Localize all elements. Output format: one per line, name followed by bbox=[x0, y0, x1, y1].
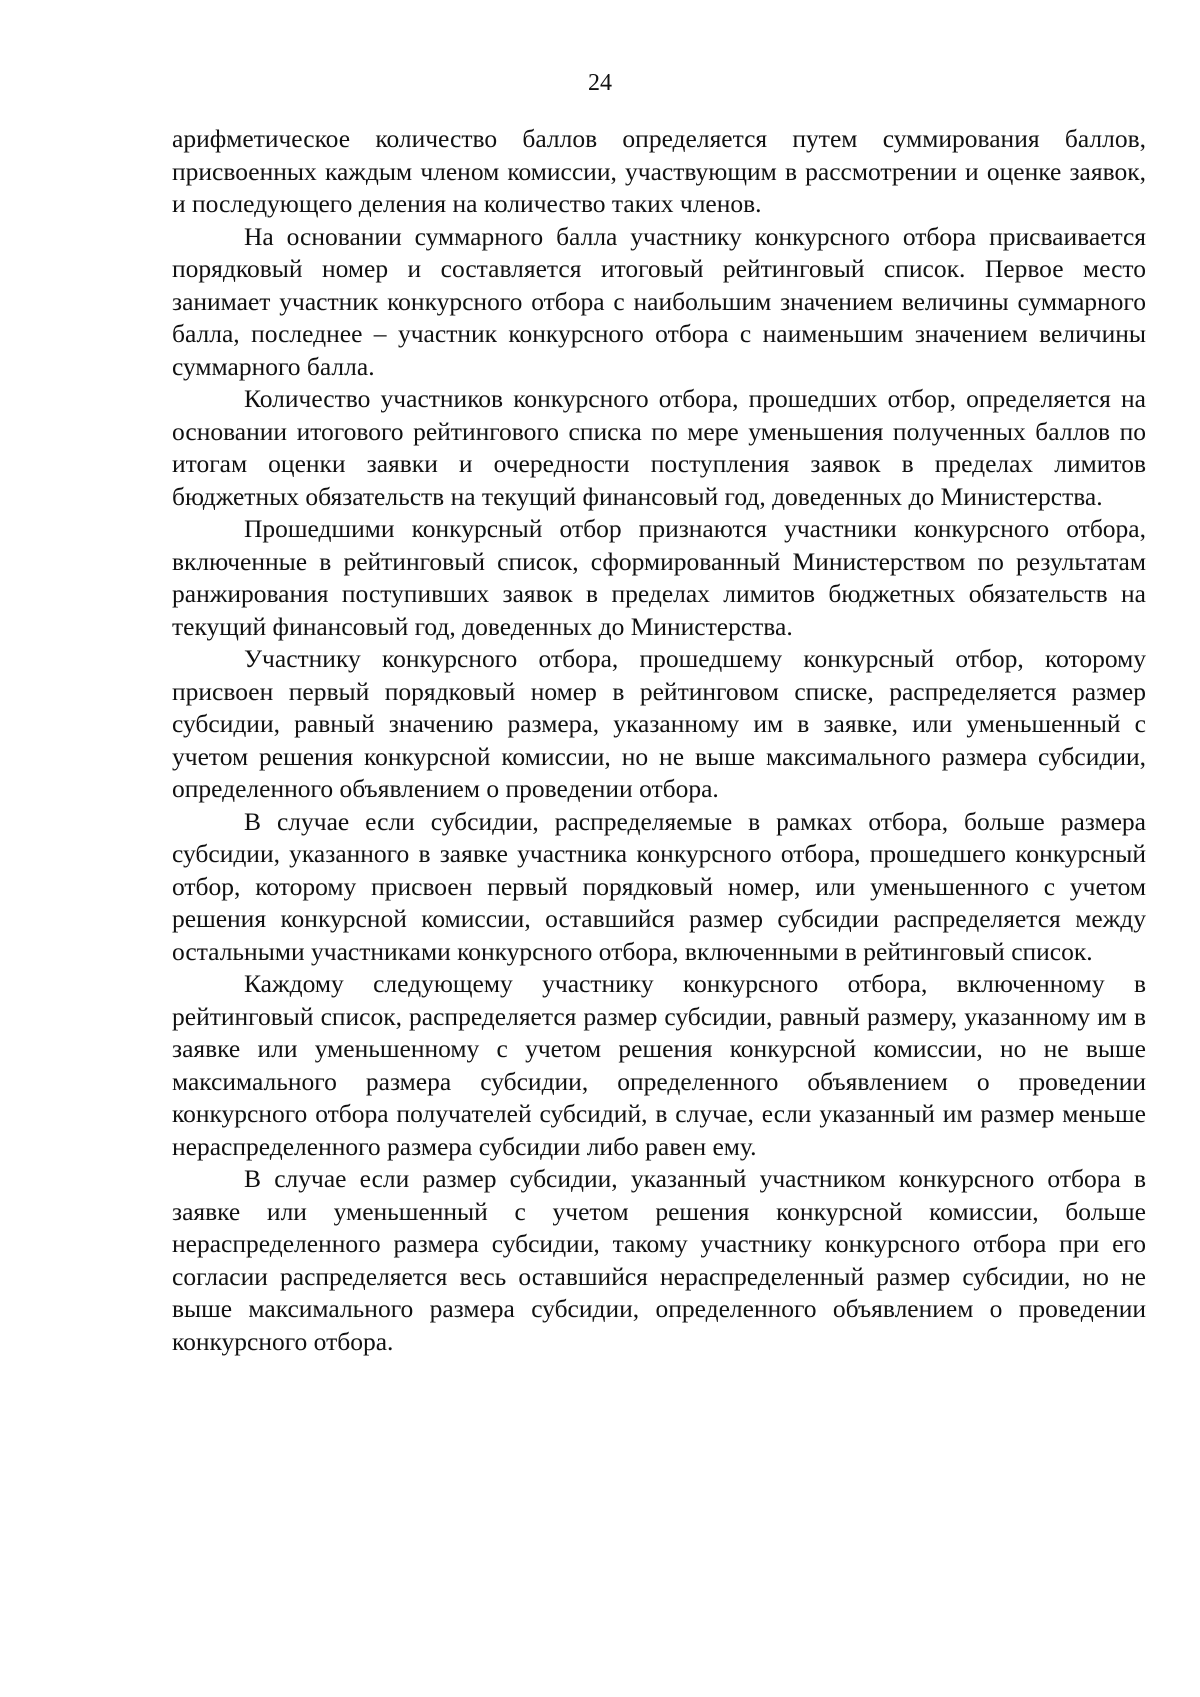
paragraph-selection-passed: Прошедшими конкурсный отбор признаются участники конкурсного отбора, включенные в рейтинговый список, сформированный Министерством по результатам ранжирования поступивших заявок в пределах лимитов бюджетных обязательств на текущий финансовый год, доведенных до Министерства. bbox=[172, 514, 1146, 641]
paragraph-participant-count: Количество участников конкурсного отбора, прошедших отбор, определяется на основании итогового рейтингового списка по мере уменьшения полученных баллов по итогам оценки заявки и очередности поступления заявок в пределах лимитов бюджетных обязательств на текущий финансовый год, доведенных до Министерства. bbox=[172, 384, 1146, 511]
document-body bbox=[172, 123, 1146, 1358]
paragraph-first-participant: Участнику конкурсного отбора, прошедшему конкурсный отбор, которому присвоен первый порядковый номер в рейтинговом списке, распределяется размер субсидии, равный значению размера, указанному им в заявке, или уменьшенный с учетом решения конкурсной комиссии, но не выше максимального размера субсидии, определенного объявлением о проведении отбора. bbox=[172, 644, 1146, 803]
page-number: 24 bbox=[588, 70, 612, 96]
paragraph-undistributed-subsidy: В случае если размер субсидии, указанный участником конкурсного отбора в заявке или уменьшенный с учетом решения конкурсной комиссии, больше нераспределенного размера субсидии, такому участнику конкурсного отбора при его согласии распределяется весь оставшийся нераспределенный размер субсидии, но не выше максимального размера субсидии, определенного объявлением о проведении конкурсного отбора. bbox=[172, 1164, 1146, 1356]
paragraph-next-participants: Каждому следующему участнику конкурсного отбора, включенному в рейтинговый список, распределяется размер субсидии, равный размеру, указанному им в заявке или уменьшенному с учетом решения конкурсной комиссии, но не выше максимального размера субсидии, определенного объявлением о проведении конкурсного отбора получателей субсидий, в случае, если указанный им размер меньше нераспределенного размера субсидии либо равен ему. bbox=[172, 969, 1146, 1161]
paragraph-continuation: арифметическое количество баллов определяется путем суммирования баллов, присвоенных каждым членом комиссии, участвующим в рассмотрении и оценке заявок, и последующего деления на количество таких членов. bbox=[172, 124, 1146, 218]
paragraph-remaining-subsidy: В случае если субсидии, распределяемые в рамках отбора, больше размера субсидии, указанного в заявке участника конкурсного отбора, прошедшего конкурсный отбор, которому присвоен первый порядковый номер, или уменьшенного с учетом решения конкурсной комиссии, оставшийся размер субсидии распределяется между остальными участниками конкурсного отбора, включенными в рейтинговый список. bbox=[172, 806, 1146, 966]
paragraph-rating-order: На основании суммарного балла участнику конкурсного отбора присваивается порядковый номер и составляется итоговый рейтинговый список. Первое место занимает участник конкурсного отбора с наибольшим значением величины суммарного балла, последнее – участник конкурсного отбора с наименьшим значением величины суммарного балла. bbox=[172, 221, 1146, 381]
